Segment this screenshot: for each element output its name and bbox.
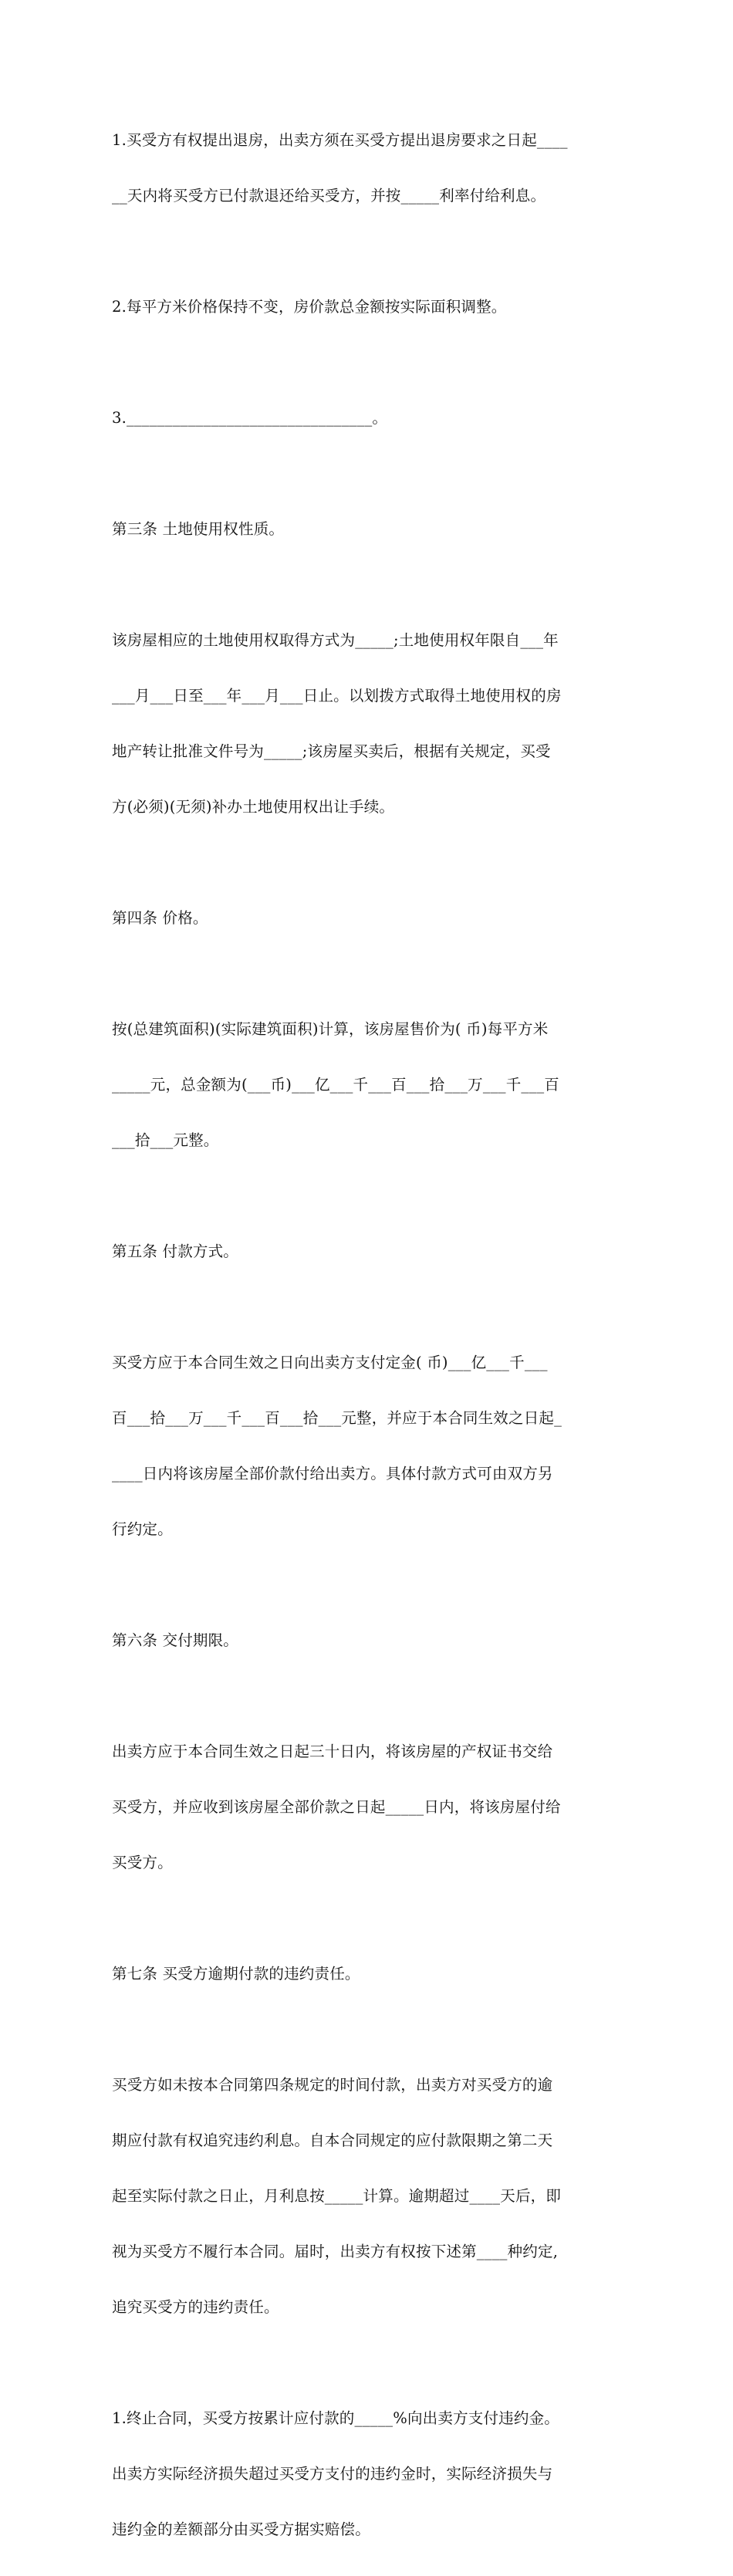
text-line: ___月___日至___年___月___日止。以划拨方式取得土地使用权的房 <box>112 687 562 705</box>
text-line: 1.终止合同，买受方按累计应付款的_____%向出卖方支付违约金。 <box>112 2409 559 2427</box>
text-line: 违约金的差额部分由买受方据实赔偿。 <box>112 2520 370 2538</box>
text-line: 百___拾___万___千___百___拾___元整，并应于本合同生效之日起_ <box>112 1409 562 1427</box>
paragraph-8 <box>112 2039 627 2354</box>
section-heading: 第五条 付款方式。 <box>112 1242 238 1260</box>
paragraph-5 <box>112 983 627 1187</box>
paragraph-4 <box>112 594 627 854</box>
text-line: 期应付款有权追究违约利息。自本合同规定的应付款限期之第二天 <box>112 2131 553 2149</box>
paragraph-2 <box>112 261 627 353</box>
section-heading: 第七条 买受方逾期付款的违约责任。 <box>112 1965 360 1983</box>
text-line: 2.每平方米价格保持不变，房价款总金额按实际面积调整。 <box>112 298 507 316</box>
text-line: 该房屋相应的土地使用权取得方式为_____;土地使用权年限自___年 <box>112 631 559 649</box>
heading-article-7 <box>112 1928 627 2020</box>
heading-article-6 <box>112 1594 627 1687</box>
text-line: 买受方应于本合同生效之日向出卖方支付定金( 币)___亿___千___ <box>112 1354 548 1371</box>
text-line: 买受方。 <box>112 1854 173 1871</box>
paragraph-6 <box>112 1317 627 1576</box>
section-heading: 第四条 价格。 <box>112 909 208 927</box>
text-line: 地产转让批准文件号为_____;该房屋买卖后，根据有关规定，买受 <box>112 742 551 760</box>
text-line: 方(必须)(无须)补办土地使用权出让手续。 <box>112 798 395 816</box>
text-line: _____元，总金额为(___币)___亿___千___百___拾___万___千___百 <box>112 1076 559 1094</box>
text-line: ____日内将该房屋全部价款付给出卖方。具体付款方式可由双方另 <box>112 1465 553 1482</box>
text-line: ___拾___元整。 <box>112 1131 219 1149</box>
text-line: 买受方如未按本合同第四条规定的时间付款，出卖方对买受方的逾 <box>112 2076 553 2094</box>
text-line: __天内将买受方已付款退还给买受方，并按_____利率付给利息。 <box>112 187 546 205</box>
paragraph-7 <box>112 1706 627 1909</box>
text-line: 出卖方应于本合同生效之日起三十日内，将该房屋的产权证书交给 <box>112 1743 553 1760</box>
text-line: 1.买受方有权提出退房，出卖方须在买受方提出退房要求之日起____ <box>112 131 568 149</box>
text-line: 追究买受方的违约责任。 <box>112 2298 279 2316</box>
paragraph-3 <box>112 372 627 465</box>
text-line: 按(总建筑面积)(实际建筑面积)计算，该房屋售价为( 币)每平方米 <box>112 1020 549 1038</box>
heading-article-5 <box>112 1205 627 1298</box>
section-heading: 第六条 交付期限。 <box>112 1631 238 1649</box>
paragraph-1 <box>112 94 627 242</box>
document-page <box>112 94 627 2576</box>
text-line: 行约定。 <box>112 1520 173 1538</box>
paragraph-9 <box>112 2372 627 2576</box>
text-line: 出卖方实际经济损失超过买受方支付的违约金时，实际经济损失与 <box>112 2465 553 2483</box>
text-line: 视为买受方不履行本合同。届时，出卖方有权按下述第____种约定, <box>112 2243 559 2260</box>
heading-article-3 <box>112 483 627 576</box>
text-line: 起至实际付款之日止，月利息按_____计算。逾期超过____天后，即 <box>112 2187 562 2205</box>
text-line: 买受方，并应收到该房屋全部价款之日起_____日内，将该房屋付给 <box>112 1798 561 1816</box>
text-line: 3.________________________________。 <box>112 409 388 427</box>
heading-article-4 <box>112 872 627 965</box>
section-heading: 第三条 土地使用权性质。 <box>112 520 285 538</box>
